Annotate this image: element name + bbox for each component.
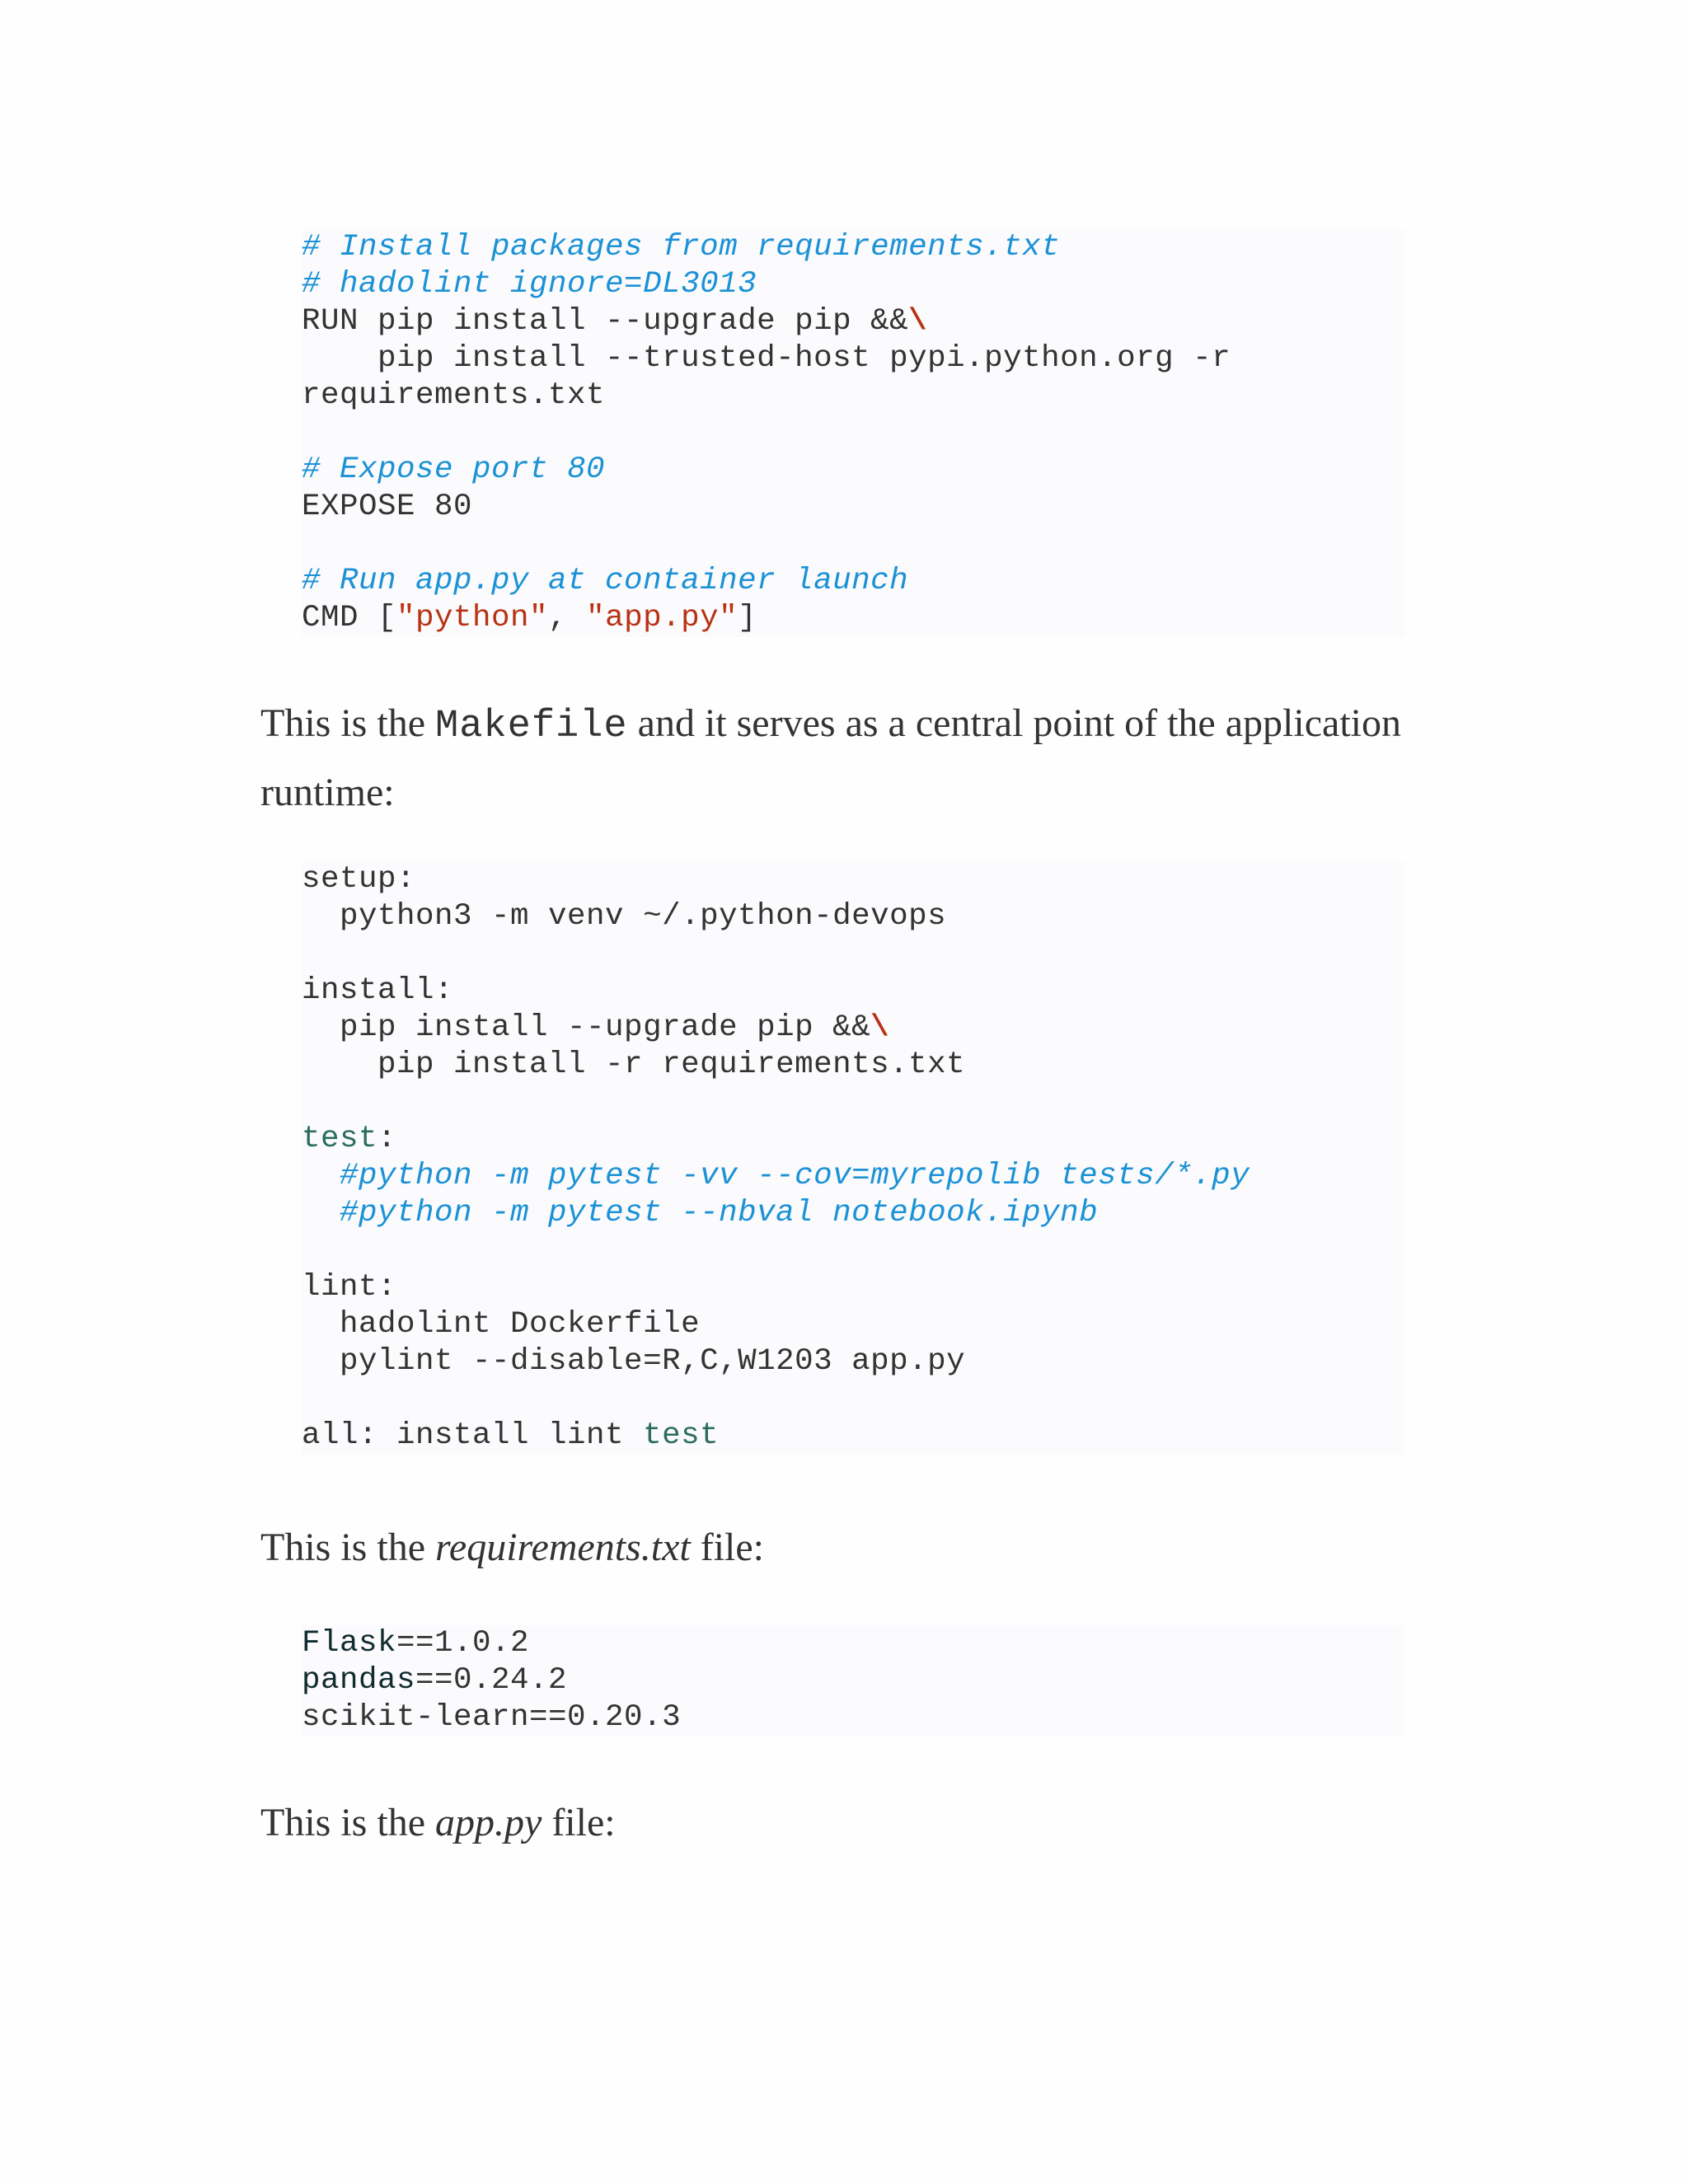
code-line [302,1158,1404,1195]
requirements-paragraph [260,1515,1431,1581]
code-blank-line [302,1232,1404,1269]
code-comment: #python -m pytest -vv --cov=myrepolib tests/*.py [340,1159,1250,1193]
code-blank-line [302,935,1404,972]
code-indent [302,1196,340,1230]
code-line [302,1195,1404,1232]
requirements-code-block [302,1625,1404,1736]
code-string: "app.py" [586,601,738,635]
package-name: Flask [302,1626,397,1661]
code-line [302,340,1404,377]
makefile-code-block [302,861,1404,1455]
code-line [302,1121,1404,1158]
code-line [302,266,1404,303]
code-text: hadolint Dockerfile [302,1307,701,1342]
code-text: ] [738,601,757,635]
make-target-test: test [643,1418,720,1453]
code-line [302,1306,1404,1343]
code-blank-line [302,1380,1404,1418]
dockerfile-code-block [302,229,1404,637]
code-line [302,1662,1404,1699]
app-paragraph [260,1790,1431,1856]
code-line [302,229,1404,266]
code-line [302,1625,1404,1662]
code-comment: # Install packages from requirements.txt [302,230,1061,265]
code-blank-line [302,415,1404,452]
code-blank-line [302,1084,1404,1121]
code-line [302,489,1404,526]
code-line [302,563,1404,600]
code-text: pip install -r requirements.txt [302,1047,966,1082]
make-target: lint: [302,1270,397,1305]
code-line [302,1010,1404,1047]
code-text: scikit-learn==0.20.3 [302,1700,682,1735]
code-line [302,972,1404,1010]
code-comment: # hadolint ignore=DL3013 [302,267,757,302]
makefile-paragraph [260,691,1431,826]
paragraph-text: file: [542,1801,616,1844]
paragraph-text: This is the [260,1801,435,1844]
code-comment: # Expose port 80 [302,452,606,487]
code-line [302,1699,1404,1736]
code-text: , [548,601,587,635]
code-line [302,303,1404,340]
code-comment: #python -m pytest --nbval notebook.ipynb [340,1196,1099,1230]
code-line [302,861,1404,898]
make-target: setup: [302,862,416,897]
code-text: CMD [ [302,601,397,635]
make-target-test: test [302,1122,378,1156]
code-line [302,1418,1404,1455]
code-line [302,1269,1404,1306]
paragraph-text: file: [690,1526,764,1569]
code-comment: # Run app.py at container launch [302,564,909,598]
code-line [302,898,1404,935]
code-text: pip install --upgrade pip && [302,1010,871,1045]
paragraph-text: and it serves as a central point of the application runtime: [260,701,1401,814]
inline-code: Makefile [435,705,628,748]
code-line [302,600,1404,637]
package-version: ==0.24.2 [415,1663,568,1698]
line-continuation: \ [870,1010,890,1045]
package-name: pandas [302,1663,416,1698]
paragraph-text: This is the [260,1526,435,1569]
make-target: install: [302,973,454,1008]
code-line [302,1047,1404,1084]
code-text: : [377,1122,397,1156]
code-line [302,377,1404,415]
code-text: requirements.txt [302,378,606,413]
paragraph-text: This is the [260,701,435,745]
code-indent [302,1159,340,1193]
code-string: "python" [396,601,549,635]
code-text: pylint --disable=R,C,W1203 app.py [302,1344,966,1379]
code-blank-line [302,526,1404,563]
code-line [302,1343,1404,1380]
code-text: pip install --trusted-host pypi.python.org -r [302,341,1231,376]
code-text: RUN pip install --upgrade pip && [302,304,909,339]
package-version: ==1.0.2 [396,1626,530,1661]
code-line [302,452,1404,489]
code-text: python3 -m venv ~/.python-devops [302,899,947,934]
code-text: EXPOSE 80 [302,490,473,524]
filename-emphasis: requirements.txt [435,1526,691,1569]
filename-emphasis: app.py [435,1801,542,1844]
line-continuation: \ [908,304,928,339]
code-text: all: install lint [302,1418,644,1453]
